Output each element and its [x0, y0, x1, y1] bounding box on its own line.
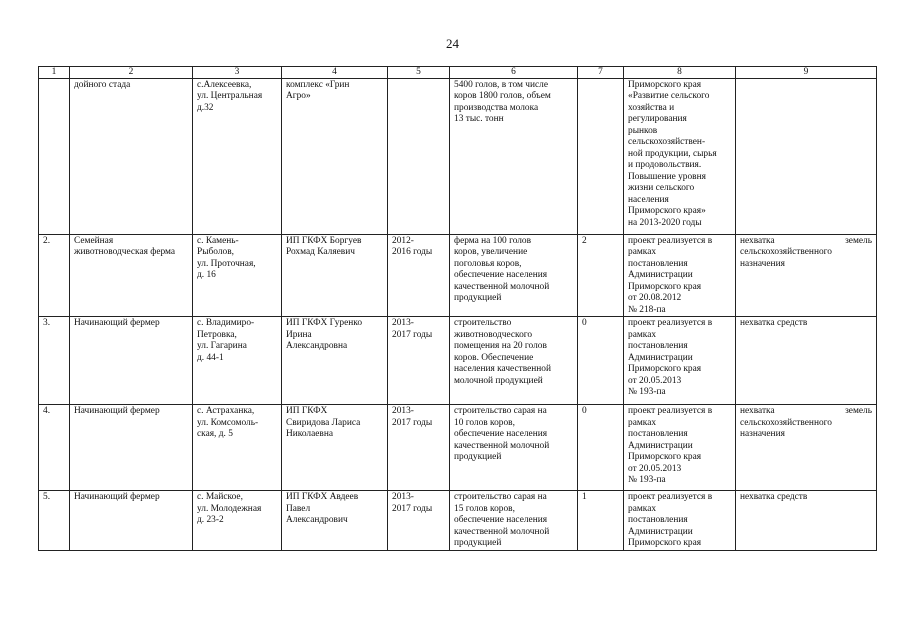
program-basis-line: рамках [628, 503, 657, 514]
project-period: 2013- 2017 годы [388, 405, 450, 491]
projects-table [38, 66, 877, 551]
page-number: 24 [446, 36, 459, 51]
project-address [193, 79, 282, 235]
problems-text: нехватка средств [736, 491, 877, 551]
program-basis-line: Приморского края [628, 364, 702, 375]
project-description-line: строительство сарая на [454, 492, 547, 503]
project-description-line: помещения на 20 голов [454, 341, 547, 352]
project-description-line: строительство сарая на [454, 406, 547, 417]
project-description [450, 235, 578, 317]
jobs-count: 2 [578, 235, 624, 317]
project-address [193, 491, 282, 551]
program-basis [624, 491, 736, 551]
program-basis-line: «Развитие сельского [628, 91, 710, 102]
project-owner-line: Рохмад Каляевич [286, 247, 355, 258]
column-header: 7 [578, 67, 624, 79]
project-period [388, 79, 450, 235]
column-header: 3 [193, 67, 282, 79]
project-owner-line: Николаевна [286, 429, 334, 440]
project-owner-line: комплекс «Грин [286, 80, 350, 90]
project-owner-line: ИП ГКФХ Боргуев [286, 236, 362, 246]
project-address-line: ул. Проточная, [197, 258, 256, 269]
row-number [39, 79, 70, 235]
project-address [193, 235, 282, 317]
project-description-line: обеспечение населения [454, 515, 548, 526]
project-description-line: коров, увеличение [454, 247, 528, 258]
project-period: 2012- 2016 годы [388, 235, 450, 317]
column-header: 1 [39, 67, 70, 79]
column-numbers-row [39, 67, 877, 79]
jobs-count: 0 [578, 317, 624, 405]
table-row [39, 317, 877, 405]
project-description [450, 317, 578, 405]
project-owner-line: Александровна [286, 341, 348, 352]
project-owner-line: Агро» [286, 91, 311, 102]
row-number: 2. [39, 235, 70, 317]
program-basis-line: Администрации [628, 352, 693, 363]
table-row [39, 405, 877, 491]
program-basis-line: проект реализуется в [628, 492, 713, 503]
problems-text [736, 79, 877, 235]
project-address-line: с. Майское, [197, 492, 243, 503]
project-address-line: с. Камень- [197, 236, 239, 246]
program-basis-line: рынков [628, 125, 658, 136]
program-basis-line: Администрации [628, 440, 693, 451]
project-address-line: с. Астраханка, [197, 406, 255, 417]
project-description-line: 5400 голов, в том числе [454, 80, 549, 90]
project-address-line: д. 16 [197, 270, 216, 281]
problems-text: нехватка земель сельскохозяйственного назначения [736, 405, 877, 491]
program-basis [624, 317, 736, 405]
column-header: 5 [388, 67, 450, 79]
program-basis-line: рамках [628, 329, 657, 340]
project-address-line: ская, д. 5 [197, 429, 233, 440]
program-basis-line: от 20.05.2013 [628, 463, 682, 474]
project-name: дойного стада [70, 79, 193, 235]
project-owner [282, 235, 388, 317]
project-description-line: качественной молочной [454, 440, 550, 451]
project-owner [282, 405, 388, 491]
program-basis-line: Повышение уровня [628, 171, 706, 182]
program-basis-line: рамках [628, 417, 657, 428]
project-description-line: 10 голов коров, [454, 417, 515, 428]
column-header: 8 [624, 67, 736, 79]
project-address-line: ул. Гагарина [197, 341, 247, 352]
table-row [39, 491, 877, 551]
project-name: Начинающий фермер [70, 491, 193, 551]
project-description-line: обеспечение населения [454, 429, 548, 440]
program-basis-line: от 20.05.2013 [628, 375, 682, 386]
program-basis-line: Администрации [628, 270, 693, 281]
program-basis-line: № 218-па [628, 304, 666, 315]
project-owner-line: Свиридова Лариса [286, 417, 361, 428]
program-basis-line: № 193-па [628, 387, 666, 398]
program-basis [624, 235, 736, 317]
project-description [450, 491, 578, 551]
row-number: 3. [39, 317, 70, 405]
program-basis-line: хозяйства и [628, 102, 675, 113]
problems-text: нехватка средств [736, 317, 877, 405]
project-owner-line: Павел [286, 503, 311, 514]
project-description-line: коров 1800 голов, объем [454, 91, 551, 102]
project-name: Начинающий фермер [70, 317, 193, 405]
program-basis-line: постановления [628, 258, 688, 269]
project-address-line: с.Алексеевка, [197, 80, 252, 90]
program-basis-line: проект реализуется в [628, 406, 713, 417]
project-address-line: ул. Комсомоль- [197, 417, 259, 428]
project-description-line: животноводческого [454, 329, 533, 340]
program-basis-line: Администрации [628, 526, 693, 537]
project-description-line: ферма на 100 голов [454, 236, 532, 246]
program-basis-line: сельскохозяйствен- [628, 137, 706, 148]
program-basis-line: проект реализуется в [628, 318, 713, 329]
project-address-line: ул. Молодежная [197, 503, 262, 514]
project-address-line: с. Владимиро- [197, 318, 255, 329]
column-header: 6 [450, 67, 578, 79]
project-name: Семейная животноводческая ферма [70, 235, 193, 317]
column-header: 2 [70, 67, 193, 79]
project-owner-line: ИП ГКФХ Гуренко [286, 318, 363, 329]
project-description [450, 79, 578, 235]
program-basis-line: жизни сельского [628, 183, 695, 194]
project-address-line: ул. Центральная [197, 91, 263, 102]
project-description-line: строительство [454, 318, 512, 329]
program-basis-line: Приморского края [628, 452, 702, 463]
project-description-line: поголовья коров, [454, 258, 522, 269]
program-basis [624, 79, 736, 235]
column-header: 4 [282, 67, 388, 79]
project-owner [282, 317, 388, 405]
program-basis-line: регулирования [628, 114, 687, 125]
project-address [193, 405, 282, 491]
program-basis-line: Приморского края [628, 538, 702, 549]
project-owner-line: ИП ГКФХ Авдеев [286, 492, 359, 503]
table-row [39, 79, 877, 235]
project-description-line: качественной молочной [454, 281, 550, 292]
jobs-count: 0 [578, 405, 624, 491]
program-basis-line: проект реализуется в [628, 236, 713, 246]
program-basis-line: Приморского края» [628, 206, 706, 217]
program-basis-line: Приморского края [628, 80, 702, 90]
program-basis-line: от 20.08.2012 [628, 293, 682, 304]
row-number: 4. [39, 405, 70, 491]
project-description-line: качественной молочной [454, 526, 550, 537]
problems-text: нехватка земель сельскохозяйственного назначения [736, 235, 877, 317]
project-description-line: продукцией [454, 293, 502, 304]
program-basis-line: Приморского края [628, 281, 702, 292]
column-header: 9 [736, 67, 877, 79]
project-owner-line: Александрович [286, 515, 348, 526]
jobs-count [578, 79, 624, 235]
project-owner [282, 491, 388, 551]
project-description-line: продукцией [454, 452, 502, 463]
project-address-line: Рыболов, [197, 247, 234, 258]
project-address-line: д. 44-1 [197, 352, 224, 363]
project-name: Начинающий фермер [70, 405, 193, 491]
program-basis-line: постановления [628, 341, 688, 352]
project-description [450, 405, 578, 491]
project-description-line: 15 голов коров, [454, 503, 515, 514]
jobs-count: 1 [578, 491, 624, 551]
row-number: 5. [39, 491, 70, 551]
project-address [193, 317, 282, 405]
project-description-line: молочной продукцией [454, 375, 543, 386]
project-description-line: коров. Обеспечение [454, 352, 534, 363]
program-basis-line: № 193-па [628, 475, 666, 486]
project-period: 2013- 2017 годы [388, 491, 450, 551]
program-basis [624, 405, 736, 491]
project-description-line: населения качественной [454, 364, 551, 375]
project-owner-line: Ирина [286, 329, 312, 340]
program-basis-line: рамках [628, 247, 657, 258]
project-description-line: производства молока [454, 102, 539, 113]
program-basis-line: ной продукции, сырья [628, 148, 717, 159]
table-row [39, 235, 877, 317]
project-address-line: д. 23-2 [197, 515, 224, 526]
program-basis-line: постановления [628, 429, 688, 440]
project-owner-line: ИП ГКФХ [286, 406, 328, 417]
project-description-line: 13 тыс. тонн [454, 114, 504, 125]
project-period: 2013- 2017 годы [388, 317, 450, 405]
project-description-line: обеспечение населения [454, 270, 548, 281]
program-basis-line: постановления [628, 515, 688, 526]
project-address-line: Петровка, [197, 329, 237, 340]
project-address-line: д.32 [197, 102, 214, 113]
program-basis-line: и продовольствия. [628, 160, 702, 171]
project-description-line: продукцией [454, 538, 502, 549]
program-basis-line: населения [628, 194, 669, 205]
project-owner [282, 79, 388, 235]
program-basis-line: на 2013-2020 годы [628, 217, 702, 228]
